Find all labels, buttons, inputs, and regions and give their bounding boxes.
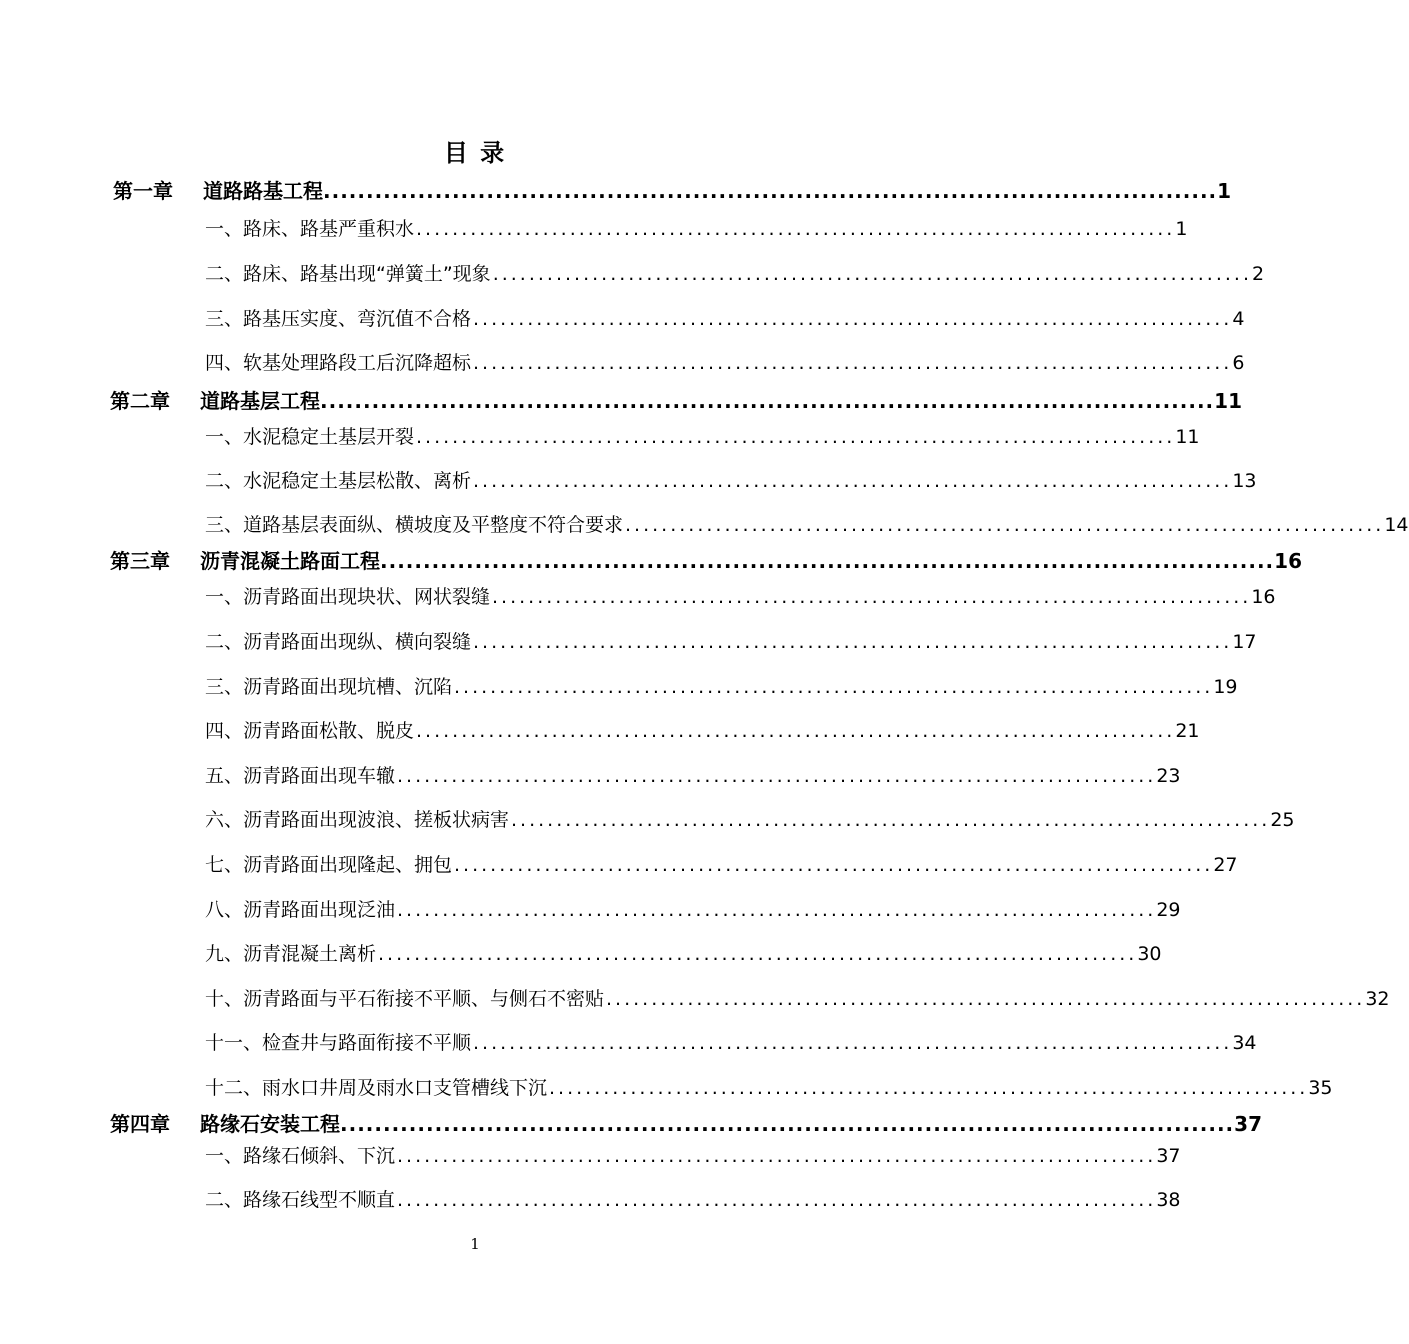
toc-section-entry[interactable] [205, 716, 1200, 743]
toc-section-entry[interactable] [205, 1028, 1257, 1055]
chapter-title: 道路路基工程 [203, 179, 323, 203]
section-page-number: 35 [1308, 1077, 1333, 1099]
section-title: 五、沥青路面出现车辙 [205, 765, 396, 787]
dot-leader: .................................................................................... [416, 218, 1176, 240]
toc-section-entry[interactable] [205, 895, 1181, 922]
dot-leader: .................................................................................... [378, 943, 1138, 965]
section-title: 八、沥青路面出现泛油 [205, 899, 396, 921]
section-page-number: 27 [1213, 854, 1238, 876]
section-page-number: 14 [1384, 514, 1409, 536]
section-page-number: 16 [1251, 586, 1276, 608]
dot-leader: .................................................................................... [416, 426, 1176, 448]
dot-leader: .................................................................................... [606, 988, 1366, 1010]
dot-leader: .................................................................................... [492, 263, 1253, 285]
dot-leader: ........................................................................................................ [380, 549, 1275, 573]
dot-leader: .................................................................................... [492, 586, 1252, 608]
chapter-number: 第四章 [110, 1112, 170, 1136]
dot-leader: .................................................................................... [397, 899, 1157, 921]
toc-section-entry[interactable] [205, 259, 1265, 286]
section-title: 四、软基处理路段工后沉降超标 [205, 352, 472, 374]
section-page-number: 19 [1213, 676, 1238, 698]
dot-leader: .................................................................................... [549, 1077, 1309, 1099]
section-title: 十、沥青路面与平石衔接不平顺、与侧石不密贴 [205, 988, 605, 1010]
section-title: 十一、检查井与路面衔接不平顺 [205, 1032, 472, 1054]
section-title: 二、水泥稳定土基层松散、离析 [205, 470, 472, 492]
section-title: 一、路床、路基严重积水 [205, 218, 415, 240]
section-page-number: 34 [1232, 1032, 1257, 1054]
toc-section-entry[interactable] [205, 510, 1409, 537]
toc-section-entry[interactable] [205, 422, 1200, 449]
section-page-number: 1 [1175, 218, 1188, 240]
section-title: 一、水泥稳定土基层开裂 [205, 426, 415, 448]
chapter-page-number: 11 [1214, 389, 1242, 413]
dot-leader: ........................................................................................................ [323, 179, 1218, 203]
toc-section-entry[interactable] [205, 1141, 1181, 1168]
dot-leader: ........................................................................................................ [340, 1112, 1235, 1136]
toc-chapter-entry[interactable] [110, 385, 1242, 414]
toc-chapter-entry[interactable] [110, 1108, 1262, 1137]
dot-leader: .................................................................................... [397, 765, 1157, 787]
dot-leader: .................................................................................... [454, 854, 1214, 876]
chapter-title: 沥青混凝土路面工程 [200, 549, 380, 573]
dot-leader: .................................................................................... [473, 1032, 1233, 1054]
section-title: 二、路缘石线型不顺直 [205, 1189, 396, 1211]
toc-section-entry[interactable] [205, 214, 1188, 241]
chapter-page-number: 37 [1234, 1112, 1262, 1136]
dot-leader: .................................................................................... [511, 809, 1271, 831]
section-page-number: 32 [1365, 988, 1390, 1010]
toc-section-entry[interactable] [205, 1185, 1181, 1212]
section-page-number: 4 [1232, 308, 1245, 330]
toc-section-entry[interactable] [205, 984, 1390, 1011]
section-page-number: 6 [1232, 352, 1245, 374]
toc-section-entry[interactable] [205, 582, 1276, 609]
section-page-number: 37 [1156, 1145, 1181, 1167]
section-page-number: 21 [1175, 720, 1200, 742]
section-page-number: 30 [1137, 943, 1162, 965]
dot-leader: .................................................................................... [416, 720, 1176, 742]
toc-title: 目 录 [443, 139, 507, 167]
chapter-page-number: 1 [1217, 179, 1232, 203]
toc-chapter-entry[interactable] [113, 175, 1232, 204]
toc-section-entry[interactable] [205, 304, 1245, 331]
dot-leader: .................................................................................... [473, 352, 1233, 374]
dot-leader: .................................................................................... [473, 470, 1233, 492]
chapter-number: 第一章 [113, 179, 173, 203]
dot-leader: .................................................................................... [397, 1189, 1157, 1211]
section-title: 二、路床、路基出现“弹簧土”现象 [205, 263, 491, 285]
dot-leader: .................................................................................... [397, 1145, 1157, 1167]
section-title: 七、沥青路面出现隆起、拥包 [205, 854, 453, 876]
section-title: 十二、雨水口井周及雨水口支管槽线下沉 [205, 1077, 548, 1099]
dot-leader: .................................................................................... [473, 308, 1233, 330]
toc-section-entry[interactable] [205, 850, 1238, 877]
section-page-number: 2 [1252, 263, 1265, 285]
dot-leader: .................................................................................... [473, 631, 1233, 653]
chapter-number: 第二章 [110, 389, 170, 413]
section-title: 九、沥青混凝土离析 [205, 943, 377, 965]
toc-section-entry[interactable] [205, 466, 1257, 493]
section-title: 一、沥青路面出现块状、网状裂缝 [205, 586, 491, 608]
section-page-number: 13 [1232, 470, 1257, 492]
section-title: 四、沥青路面松散、脱皮 [205, 720, 415, 742]
toc-section-entry[interactable] [205, 348, 1245, 375]
dot-leader: .................................................................................... [625, 514, 1385, 536]
dot-leader: .................................................................................... [454, 676, 1214, 698]
section-page-number: 29 [1156, 899, 1181, 921]
section-page-number: 38 [1156, 1189, 1181, 1211]
section-title: 二、沥青路面出现纵、横向裂缝 [205, 631, 472, 653]
chapter-title: 道路基层工程 [200, 389, 320, 413]
section-page-number: 11 [1175, 426, 1200, 448]
dot-leader: ........................................................................................................ [320, 389, 1215, 413]
toc-chapter-entry[interactable] [110, 545, 1302, 574]
toc-section-entry[interactable] [205, 627, 1257, 654]
section-page-number: 17 [1232, 631, 1257, 653]
section-title: 六、沥青路面出现波浪、搓板状病害 [205, 809, 510, 831]
section-title: 一、路缘石倾斜、下沉 [205, 1145, 396, 1167]
section-page-number: 25 [1270, 809, 1295, 831]
toc-section-entry[interactable] [205, 805, 1295, 832]
chapter-number: 第三章 [110, 549, 170, 573]
section-page-number: 23 [1156, 765, 1181, 787]
toc-section-entry[interactable] [205, 672, 1238, 699]
toc-section-entry[interactable] [205, 761, 1181, 788]
section-title: 三、沥青路面出现坑槽、沉陷 [205, 676, 453, 698]
chapter-page-number: 16 [1274, 549, 1302, 573]
chapter-title: 路缘石安装工程 [200, 1112, 340, 1136]
section-title: 三、路基压实度、弯沉值不合格 [205, 308, 472, 330]
toc-section-entry[interactable] [205, 1073, 1333, 1100]
toc-section-entry[interactable] [205, 939, 1162, 966]
section-title: 三、道路基层表面纵、横坡度及平整度不符合要求 [205, 514, 624, 536]
page-number-footer: 1 [470, 1235, 480, 1253]
